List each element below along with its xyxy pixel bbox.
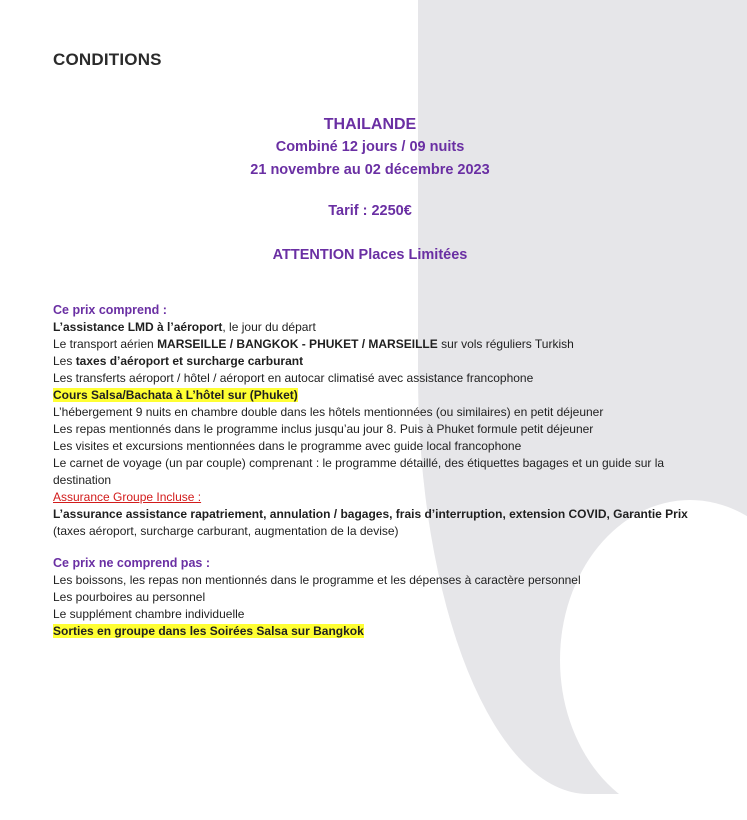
trip-price: Tarif : 2250€ xyxy=(328,203,412,219)
list-item-highlight xyxy=(53,387,703,404)
list-item: Les boissons, les repas non mentionnés dans le programme et les dépenses à caractère personnel xyxy=(53,573,581,587)
item-text: Le transport aérien xyxy=(53,337,158,351)
item-bold: L’assistance LMD à l’aéroport xyxy=(53,320,223,334)
list-item xyxy=(53,353,703,370)
includes-title: Ce prix comprend : xyxy=(53,303,167,317)
includes-section xyxy=(53,302,703,540)
item-text: sur vols réguliers Turkish xyxy=(437,337,574,351)
trip-dates: 21 novembre au 02 décembre 2023 xyxy=(250,162,490,178)
list-item: Le carnet de voyage (un par couple) comprenant : le programme détaillé, des étiquettes bagages et un guide sur la destination xyxy=(53,456,665,487)
list-item: Les repas mentionnés dans le programme inclus jusqu’au jour 8. Puis à Phuket formule petit déjeuner xyxy=(53,422,594,436)
excludes-title: Ce prix ne comprend pas : xyxy=(53,556,210,570)
list-item xyxy=(53,336,703,353)
highlighted-text: Sorties en groupe dans les Soirées Salsa sur Bangkok xyxy=(53,624,364,638)
item-bold: taxes d’aéroport et surcharge carburant xyxy=(75,354,304,368)
trip-destination: THAILANDE xyxy=(323,116,417,133)
list-item: L’assurance assistance rapatriement, annulation / bagages, frais d’interruption, extension COVID, Garantie Prix xyxy=(53,507,688,521)
list-item: (taxes aéroport, surcharge carburant, augmentation de la devise) xyxy=(53,524,399,538)
list-item xyxy=(53,319,703,336)
list-item: Les pourboires au personnel xyxy=(53,590,206,604)
item-text: , le jour du départ xyxy=(222,320,316,334)
excludes-section xyxy=(53,555,703,640)
list-item: Le supplément chambre individuelle xyxy=(53,607,245,621)
list-item: Les visites et excursions mentionnées dans le programme avec guide local francophone xyxy=(53,439,522,453)
trip-combo: Combiné 12 jours / 09 nuits xyxy=(275,139,465,155)
page-heading: CONDITIONS xyxy=(53,50,162,69)
highlighted-text: Cours Salsa/Bachata à L’hôtel sur (Phuket) xyxy=(53,388,298,402)
insurance-title: Assurance Groupe Incluse : xyxy=(53,490,202,504)
trip-attention: ATTENTION Places Limitées xyxy=(272,247,468,263)
list-item-highlight xyxy=(53,623,703,640)
item-bold: MARSEILLE / BANGKOK - PHUKET / MARSEILLE xyxy=(157,337,438,351)
list-item: Les transferts aéroport / hôtel / aéroport en autocar climatisé avec assistance francophone xyxy=(53,371,534,385)
item-text: Les xyxy=(53,354,76,368)
insurance-label xyxy=(53,489,703,506)
list-item: L’hébergement 9 nuits en chambre double dans les hôtels mentionnées (ou similaires) en petit déjeuner xyxy=(53,405,604,419)
